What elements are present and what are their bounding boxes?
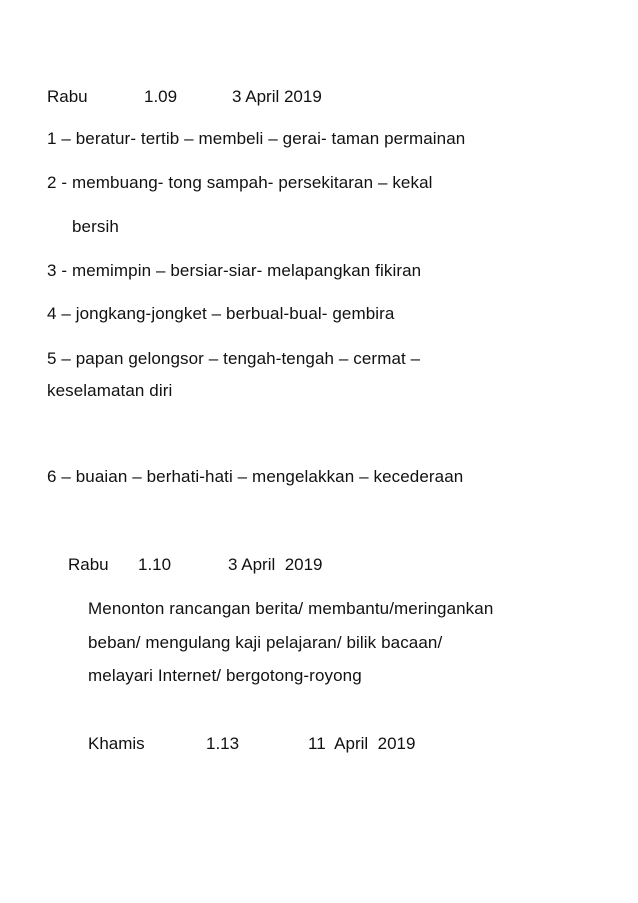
line-2: 2 - membuang- tong sampah- persekitaran – kekal <box>47 173 433 192</box>
paragraph-line-2: beban/ mengulang kaji pelajaran/ bilik bacaan/ <box>88 633 443 652</box>
line-5-continued: keselamatan diri <box>47 381 173 400</box>
heading-2-day: Rabu <box>68 555 109 574</box>
line-6: 6 – buaian – berhati-hati – mengelakkan – kecederaan <box>47 467 464 486</box>
line-3: 3 - memimpin – bersiar-siar- melapangkan fikiran <box>47 261 422 280</box>
line-2-continued: bersih <box>72 217 119 236</box>
heading-2-date: 3 April 2019 <box>228 555 323 574</box>
line-5: 5 – papan gelongsor – tengah-tengah – cermat – <box>47 349 421 368</box>
heading-1-day: Rabu <box>47 87 88 106</box>
heading-1-date: 3 April 2019 <box>232 87 322 106</box>
heading-2-section: 1.10 <box>138 555 172 574</box>
heading-3-section: 1.13 <box>206 734 240 753</box>
line-1: 1 – beratur- tertib – membeli – gerai- taman permainan <box>47 129 466 148</box>
heading-3-date: 11 April 2019 <box>308 734 416 753</box>
paragraph-line-1: Menonton rancangan berita/ membantu/meringankan <box>88 599 494 618</box>
line-4: 4 – jongkang-jongket – berbual-bual- gembira <box>47 304 395 323</box>
paragraph-line-3: melayari Internet/ bergotong-royong <box>88 666 362 685</box>
heading-1-section: 1.09 <box>144 87 178 106</box>
heading-3-day: Khamis <box>88 734 145 753</box>
